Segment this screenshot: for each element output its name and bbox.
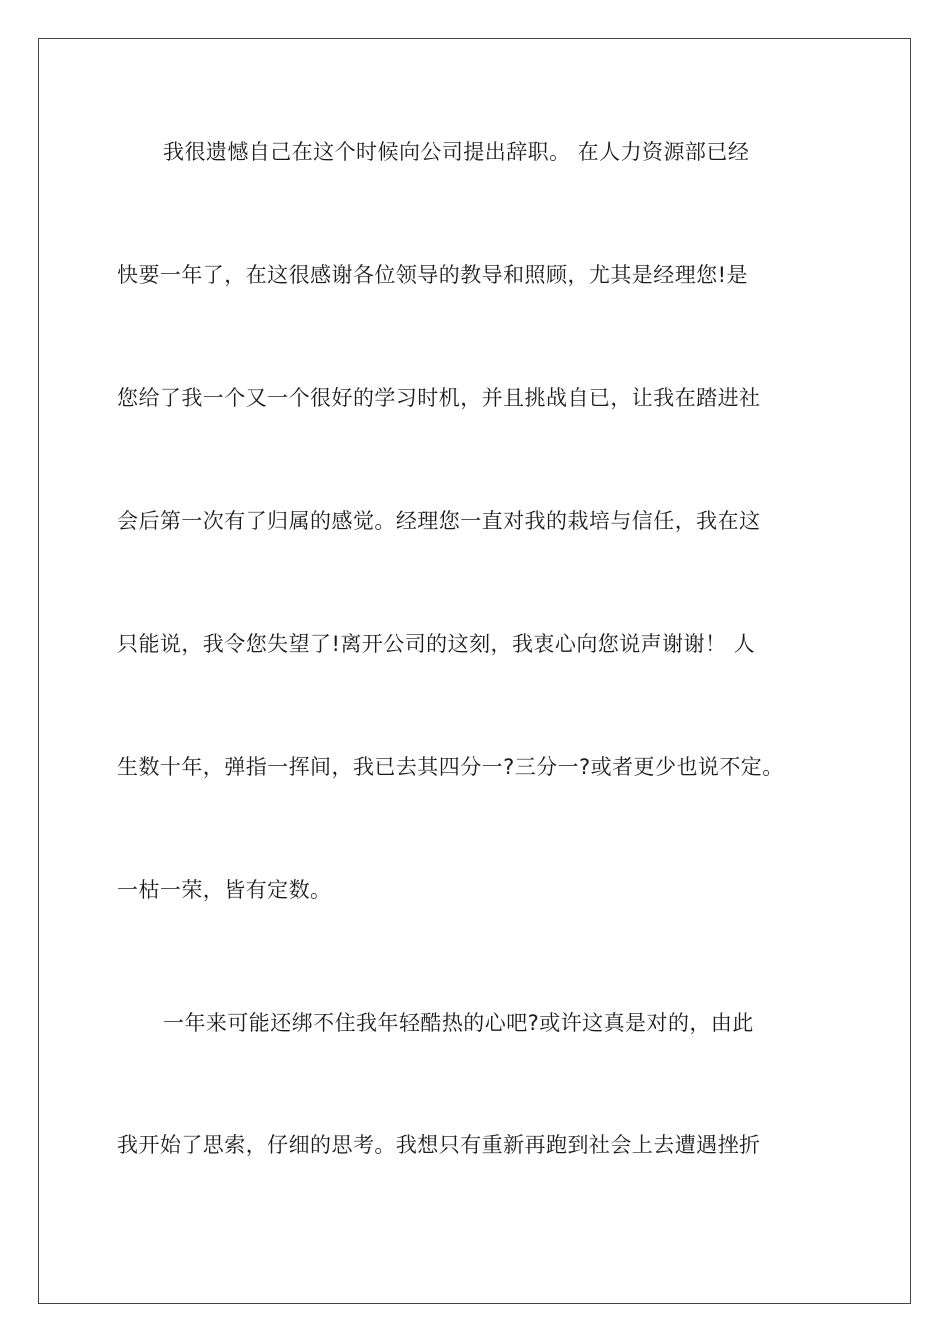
paragraph-1-line-4: 会后第一次有了归属的感觉。经理您一直对我的栽培与信任，我在这 (117, 509, 761, 533)
paragraph-1-line-2: 快要一年了，在这很感谢各位领导的教导和照顾，尤其是经理您!是 (117, 263, 748, 287)
paragraph-1-line-7: 一枯一荣，皆有定数。 (117, 878, 332, 902)
paragraph-2-line-2: 我开始了思索，仔细的思考。我想只有重新再跑到社会上去遭遇挫折 (117, 1133, 761, 1157)
paragraph-2-line-1: 一年来可能还绑不住我年轻酷热的心吧?或许这真是对的，由此 (163, 1011, 754, 1035)
paragraph-1-line-1: 我很遗憾自己在这个时候向公司提出辞职。 在人力资源部已经 (163, 140, 750, 164)
paragraph-1-line-6: 生数十年，弹指一挥间，我已去其四分一?三分一?或者更少也说不定。 (117, 755, 784, 779)
page-border (38, 38, 911, 1304)
paragraph-1-line-5: 只能说，我令您失望了!离开公司的这刻，我衷心向您说声谢谢！ 人 (117, 632, 756, 656)
paragraph-1-line-3: 您给了我一个又一个很好的学习时机，并且挑战自已，让我在踏进社 (117, 386, 761, 410)
